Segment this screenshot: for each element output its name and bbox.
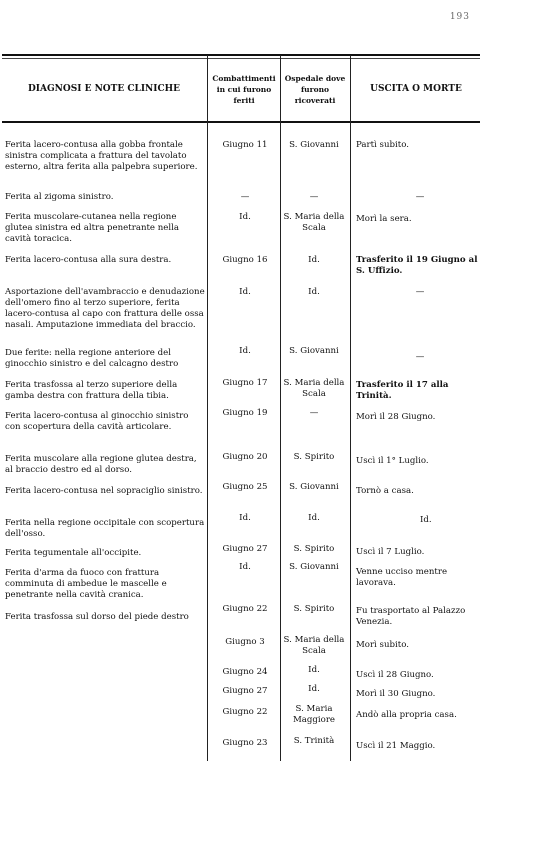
row-outcome: Uscì il 7 Luglio. — [356, 547, 425, 557]
table-top-rule — [2, 54, 480, 56]
row-hospital: S. Giovanni — [289, 346, 339, 356]
row-date: Id. — [239, 562, 251, 572]
row-outcome: Morì la sera. — [356, 214, 412, 224]
row-hospital: S. Giovanni — [289, 140, 339, 150]
row-date: — — [240, 192, 250, 202]
row-date: Id. — [239, 346, 251, 356]
row-hospital: S. Spirito — [293, 544, 335, 554]
row-hospital: S. Maria Maggiore — [292, 704, 336, 725]
row-diagnosis: Due ferite: nella regione anteriore del ginocchio sinistro e del calcagno destro — [5, 348, 179, 369]
row-date: Id. — [239, 513, 251, 523]
row-outcome: — — [415, 287, 425, 297]
column-divider — [280, 55, 281, 761]
row-hospital: — — [309, 192, 319, 202]
row-hospital: S. Trinità — [293, 736, 335, 746]
row-diagnosis: Ferita trasfossa al terzo superiore della gamba destra con frattura della tibia. — [5, 380, 178, 401]
row-outcome: Venne ucciso mentre lavorava. — [356, 567, 448, 588]
row-hospital: — — [309, 408, 319, 418]
row-diagnosis: Ferita lacero-contusa nel sopraciglio sinistro. — [5, 486, 203, 496]
row-hospital: S. Spirito — [293, 452, 335, 462]
column-divider — [207, 55, 208, 761]
row-outcome: Tornò a casa. — [356, 486, 414, 496]
row-date: Giugno 22 — [222, 604, 268, 614]
header-bottom-rule — [2, 121, 480, 123]
row-outcome: Morì il 28 Giugno. — [356, 412, 436, 422]
row-hospital: S. Spirito — [293, 604, 335, 614]
row-date: Giugno 3 — [225, 637, 265, 647]
row-diagnosis: Ferita tegumentale all'occipite. — [5, 548, 142, 558]
row-date: Id. — [239, 212, 251, 222]
row-date: Giugno 22 — [222, 707, 268, 717]
row-hospital: Id. — [308, 255, 320, 265]
column-divider — [350, 55, 351, 761]
row-diagnosis: Ferita lacero-contusa alla gobba frontale sinistra complicata a frattura del tavolato esterno, altra ferita alla palpebra superiore. — [5, 140, 198, 172]
row-date: Giugno 19 — [222, 408, 268, 418]
row-hospital: Id. — [308, 287, 320, 297]
row-outcome: Uscì il 21 Maggio. — [356, 741, 436, 751]
row-date: Giugno 25 — [222, 482, 268, 492]
row-outcome: Andò alla propria casa. — [356, 710, 457, 720]
row-date: Giugno 11 — [222, 140, 268, 150]
row-diagnosis: Ferita d'arma da fuoco con frattura comminuta di ambedue le mascelle e penetrante nella cavità cranica. — [5, 568, 167, 600]
row-diagnosis: Ferita trasfossa sul dorso del piede destro — [5, 612, 189, 622]
row-hospital: S. Maria della Scala — [283, 212, 345, 233]
row-outcome: Uscì il 1° Luglio. — [356, 456, 429, 466]
row-hospital: Id. — [308, 665, 320, 675]
row-diagnosis: Ferita lacero-contusa alla sura destra. — [5, 255, 172, 265]
row-outcome: Partì subito. — [356, 140, 409, 150]
row-outcome: — — [415, 352, 425, 362]
row-date: Giugno 20 — [222, 452, 268, 462]
row-date: Giugno 24 — [222, 667, 268, 677]
row-diagnosis: Ferita al zigoma sinistro. — [5, 192, 114, 202]
row-diagnosis: Asportazione dell'avambraccio e denudazione dell'omero fino al terzo superiore, ferita lacero-contusa al capo con frattura delle ossa nasali. Amputazione immediata del braccio. — [5, 287, 205, 330]
header-outcome: USCITA O MORTE — [370, 84, 462, 94]
row-date: Giugno 16 — [222, 255, 268, 265]
row-outcome: Fu trasportato al Palazzo Venezia. — [356, 606, 466, 627]
row-outcome: — — [415, 192, 425, 202]
row-date: Giugno 23 — [222, 738, 268, 748]
row-hospital: S. Giovanni — [289, 482, 339, 492]
row-hospital: S. Giovanni — [289, 562, 339, 572]
row-outcome: Morì subito. — [356, 640, 409, 650]
row-outcome: Uscì il 28 Giugno. — [356, 670, 434, 680]
row-hospital: S. Maria della Scala — [283, 635, 345, 656]
row-diagnosis: Ferita muscolare-cutanea nella regione glutea sinistra ed altra penetrante nella cavità toracica. — [5, 212, 179, 244]
row-date: Id. — [239, 287, 251, 297]
row-outcome: Morì il 30 Giugno. — [356, 689, 436, 699]
row-date: Giugno 27 — [222, 686, 268, 696]
row-hospital: S. Maria della Scala — [283, 378, 345, 399]
row-hospital: Id. — [308, 684, 320, 694]
page-number: 193 — [449, 12, 470, 22]
row-outcome: Id. — [420, 515, 432, 525]
row-diagnosis: Ferita muscolare alla regione glutea destra, al braccio destro ed al dorso. — [5, 454, 197, 475]
header-diagnosis: DIAGNOSI E NOTE CLINICHE — [27, 84, 180, 94]
row-hospital: Id. — [308, 513, 320, 523]
row-outcome: Trasferito il 19 Giugno al S. Uffizio. — [356, 255, 478, 276]
row-date: Giugno 27 — [222, 544, 268, 554]
row-diagnosis: Ferita lacero-contusa al ginocchio sinistro con scopertura della cavità articolare. — [5, 411, 189, 432]
header-date: Combattimenti in cui furono feriti — [212, 73, 276, 105]
row-diagnosis: Ferita nella regione occipitale con scopertura dell'osso. — [5, 518, 205, 539]
row-date: Giugno 17 — [222, 378, 268, 388]
header-hospital: Ospedale dove furono ricoverati — [284, 73, 346, 105]
row-outcome: Trasferito il 17 alla Trinità. — [356, 380, 449, 401]
